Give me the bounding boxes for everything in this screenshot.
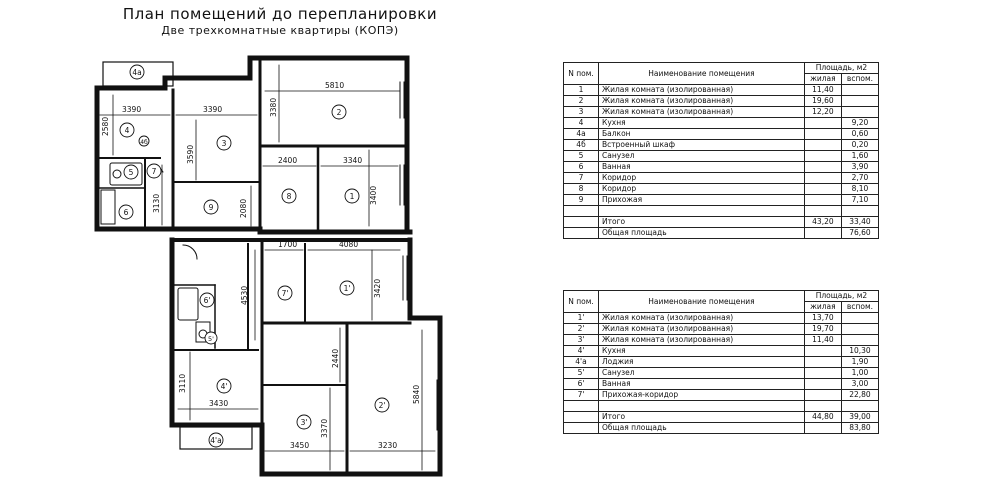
living-area-cell [804,368,841,379]
dimension-label: 3380 [269,97,278,117]
header-living-area: жилая [804,302,841,313]
dimension-label: 3450 [290,441,310,450]
table-row [564,217,879,228]
room-name-cell: Коридор [599,173,805,184]
room-area-table-2 [563,290,879,434]
table-row [564,85,879,96]
auxiliary-area-cell: 2,70 [841,173,878,184]
room-label: 4'а [210,436,222,445]
room-label: 4' [220,382,228,391]
living-area-cell: 43,20 [804,217,841,228]
room-number-cell [564,423,599,434]
dimension-label: 3430 [209,399,229,408]
auxiliary-area-cell [841,335,878,346]
room-area-table-1 [563,62,879,239]
table-row [564,140,879,151]
room-name-cell: Жилая комната (изолированная) [599,313,805,324]
room-name-cell: Санузел [599,151,805,162]
header-room-number: N пом. [564,63,599,85]
room-name-cell: Итого [599,412,805,423]
room-name-cell: Ванная [599,162,805,173]
dimension-label: 4080 [339,240,359,249]
room-label: 1' [343,284,351,293]
living-area-cell [804,390,841,401]
table-row [564,173,879,184]
room-label: 4а [132,68,142,77]
room-name-cell: Жилая комната (изолированная) [599,107,805,118]
auxiliary-area-cell: 10,30 [841,346,878,357]
living-area-cell [804,357,841,368]
room-label: 9 [208,203,214,212]
living-area-cell [804,346,841,357]
room-name-cell: Балкон [599,129,805,140]
table-row [564,379,879,390]
dimension-label: 2400 [278,156,298,165]
auxiliary-area-cell: 1,90 [841,357,878,368]
living-area-cell: 19,60 [804,96,841,107]
room-number-cell: 5' [564,368,599,379]
room-number-cell: 6' [564,379,599,390]
header-area: Площадь, м2 [804,63,878,74]
living-area-cell [804,195,841,206]
dimension-label: 1700 [278,240,298,249]
table-row [564,206,879,217]
room-number-cell: 4' [564,346,599,357]
auxiliary-area-cell [841,107,878,118]
dimension-label: 3110 [178,373,187,393]
table-row [564,324,879,335]
auxiliary-area-cell: 83,80 [841,423,878,434]
auxiliary-area-cell: 22,80 [841,390,878,401]
header-auxiliary-area: вспом. [841,302,878,313]
room-number-cell [564,412,599,423]
auxiliary-area-cell: 1,00 [841,368,878,379]
dimension-label: 3420 [373,278,382,298]
table-row [564,184,879,195]
room-name-cell: Общая площадь [599,423,805,434]
room-label: 2 [336,108,342,117]
room-number-cell: 4а [564,129,599,140]
header-room-name: Наименование помещения [599,291,805,313]
room-name-cell: Кухня [599,346,805,357]
room-name-cell: Кухня [599,118,805,129]
room-number-cell: 3 [564,107,599,118]
table-row [564,195,879,206]
auxiliary-area-cell: 1,60 [841,151,878,162]
auxiliary-area-cell: 33,40 [841,217,878,228]
room-label: 1 [349,192,355,201]
room-number-cell [564,228,599,239]
dimension-label: 4530 [240,285,249,305]
auxiliary-area-cell: 7,10 [841,195,878,206]
room-number-cell: 7 [564,173,599,184]
table-row [564,368,879,379]
room-label: 3 [221,139,227,148]
dimension-label: 3390 [122,105,142,114]
room-number-cell: 1' [564,313,599,324]
dimension-label: 3390 [203,105,223,114]
room-name-cell: Итого [599,217,805,228]
dimension-label: 5840 [412,384,421,404]
room-label: 7 [151,167,157,176]
table-row [564,151,879,162]
auxiliary-area-cell [841,96,878,107]
room-name-cell [599,401,805,412]
room-number-cell: 4'а [564,357,599,368]
living-area-cell [804,118,841,129]
table-row [564,412,879,423]
room-number-cell: 4 [564,118,599,129]
room-name-cell: Коридор [599,184,805,195]
room-number-cell [564,401,599,412]
living-area-cell [804,129,841,140]
plan-subtitle: Две трехкомнатные квартиры (КОПЭ) [161,24,399,37]
auxiliary-area-cell [841,85,878,96]
room-number-cell: 7' [564,390,599,401]
dimension-label: 3370 [320,418,329,438]
auxiliary-area-cell [841,324,878,335]
room-name-cell: Прихожая [599,195,805,206]
table-row [564,390,879,401]
room-name-cell: Прихожая-коридор [599,390,805,401]
dimension-label: 3340 [343,156,363,165]
living-area-cell [804,173,841,184]
room-name-cell: Жилая комната (изолированная) [599,96,805,107]
room-number-cell: 4б [564,140,599,151]
living-area-cell: 19,70 [804,324,841,335]
dimension-label: 3130 [152,193,161,213]
room-name-cell: Жилая комната (изолированная) [599,85,805,96]
dimension-label: 3590 [186,144,195,164]
table-row [564,129,879,140]
room-number-cell [564,206,599,217]
table-row [564,162,879,173]
table-row [564,335,879,346]
room-name-cell: Ванная [599,379,805,390]
auxiliary-area-cell: 39,00 [841,412,878,423]
table-row [564,346,879,357]
auxiliary-area-cell [841,313,878,324]
table-row [564,357,879,368]
auxiliary-area-cell: 76,60 [841,228,878,239]
room-name-cell: Санузел [599,368,805,379]
auxiliary-area-cell: 3,00 [841,379,878,390]
living-area-cell [804,206,841,217]
header-living-area: жилая [804,74,841,85]
header-room-number: N пом. [564,291,599,313]
room-label: 8 [286,192,292,201]
auxiliary-area-cell: 0,60 [841,129,878,140]
room-label: 4 [124,126,130,135]
room-name-cell: Жилая комната (изолированная) [599,324,805,335]
room-label: 3' [300,418,308,427]
table-row [564,118,879,129]
table-row [564,401,879,412]
living-area-cell: 13,70 [804,313,841,324]
table-row [564,423,879,434]
room-number-cell: 9 [564,195,599,206]
table-row [564,107,879,118]
living-area-cell: 44,80 [804,412,841,423]
living-area-cell: 12,20 [804,107,841,118]
living-area-cell [804,228,841,239]
living-area-cell [804,401,841,412]
dimension-label: 2440 [331,348,340,368]
room-number-cell: 5 [564,151,599,162]
room-number-cell: 3' [564,335,599,346]
header-area: Площадь, м2 [804,291,878,302]
dimension-label: 3230 [378,441,398,450]
room-number-cell: 2 [564,96,599,107]
living-area-cell: 11,40 [804,85,841,96]
room-label: 5 [128,168,134,177]
room-name-cell [599,206,805,217]
room-label: 6' [203,296,211,305]
room-number-cell: 6 [564,162,599,173]
dimension-label: 2080 [239,198,248,218]
table-row [564,313,879,324]
auxiliary-area-cell: 8,10 [841,184,878,195]
living-area-cell [804,379,841,390]
room-label: 7' [281,289,289,298]
table-row [564,96,879,107]
room-label: 4б [140,139,148,146]
living-area-cell [804,162,841,173]
room-name-cell: Общая площадь [599,228,805,239]
room-name-cell: Лоджия [599,357,805,368]
dimension-label: 3400 [369,185,378,205]
auxiliary-area-cell: 0,20 [841,140,878,151]
living-area-cell [804,151,841,162]
living-area-cell: 11,40 [804,335,841,346]
room-number-cell: 2' [564,324,599,335]
room-label: 5' [208,335,214,343]
dimension-label: 5810 [325,81,345,90]
auxiliary-area-cell [841,206,878,217]
plan-title: План помещений до перепланировки [122,5,438,23]
dimension-label: 2580 [101,116,110,136]
living-area-cell [804,140,841,151]
room-name-cell: Встроенный шкаф [599,140,805,151]
auxiliary-area-cell: 3,90 [841,162,878,173]
room-number-cell: 8 [564,184,599,195]
room-number-cell [564,217,599,228]
header-auxiliary-area: вспом. [841,74,878,85]
room-label: 2' [378,401,386,410]
room-label: 6 [123,208,129,217]
auxiliary-area-cell [841,401,878,412]
room-name-cell: Жилая комната (изолированная) [599,335,805,346]
header-room-name: Наименование помещения [599,63,805,85]
table-row [564,228,879,239]
living-area-cell [804,423,841,434]
auxiliary-area-cell: 9,20 [841,118,878,129]
living-area-cell [804,184,841,195]
room-number-cell: 1 [564,85,599,96]
